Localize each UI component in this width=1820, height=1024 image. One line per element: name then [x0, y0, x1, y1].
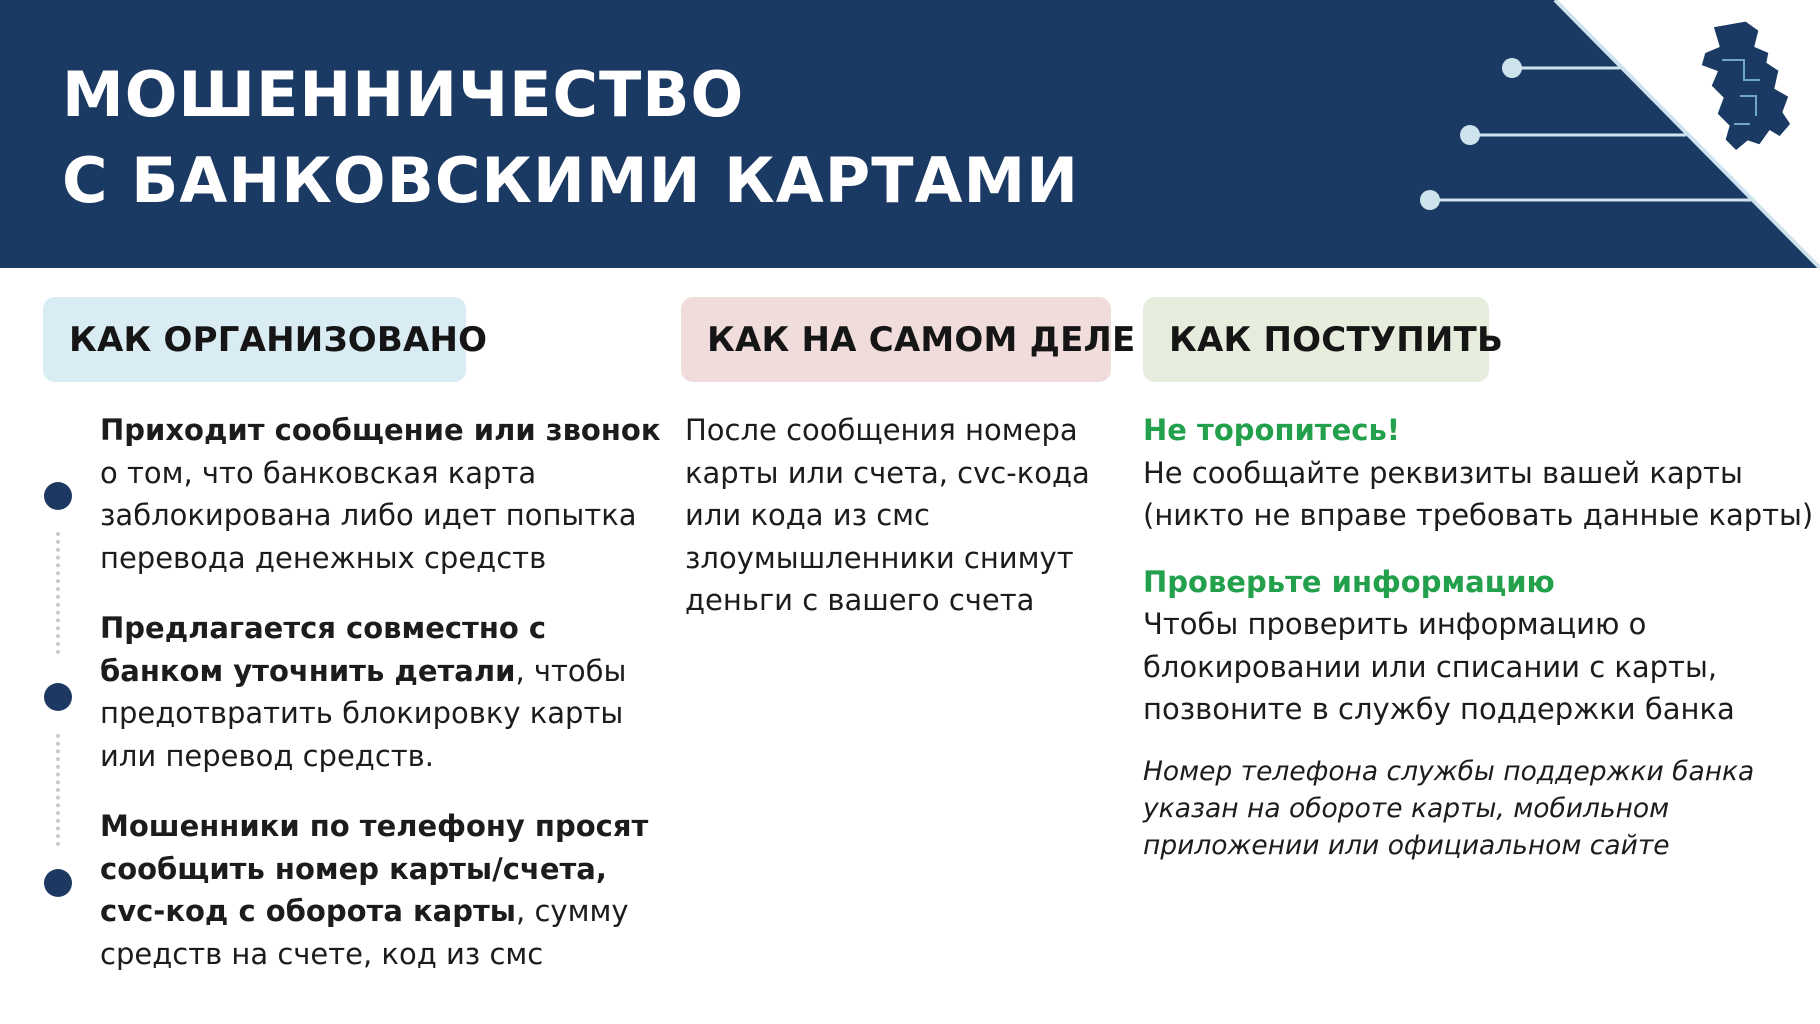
timeline-dot-1: [44, 482, 72, 510]
step-text-bold: Предлагается совместно с: [100, 611, 547, 645]
scheme-step-line: [100, 890, 660, 933]
scheme-step-line: заблокирована либо идет попытка: [100, 498, 637, 532]
timeline-connector-2: [56, 734, 60, 846]
section-pill-how-organized: КАК ОРГАНИЗОВАНО: [43, 297, 466, 382]
tip-line: Не сообщайте реквизиты вашей карты: [1143, 455, 1743, 490]
scheme-step-2: [100, 607, 660, 777]
reality-line: деньги с вашего счета: [685, 583, 1035, 617]
region-map-icon: [1700, 20, 1792, 152]
scheme-step-line: перевода денежных средств: [100, 540, 547, 575]
scheme-step-1: [100, 409, 660, 579]
timeline-dot-3: [44, 869, 72, 897]
timeline-connector-1: [56, 532, 60, 654]
title-line-1: МОШЕННИЧЕСТВО: [62, 58, 745, 131]
page-title: [62, 52, 1079, 224]
tip-line: позвоните в службу поддержки банка: [1143, 692, 1735, 726]
section-pill-reality: КАК НА САМОМ ДЕЛЕ: [681, 297, 1111, 382]
reality-line: карты или счета, cvc-кода: [685, 455, 1090, 490]
scheme-step-line: [100, 650, 660, 693]
tip-line: (никто не вправе требовать данные карты): [1143, 498, 1814, 532]
support-phone-note: [1143, 753, 1803, 864]
note-line: Номер телефона службы поддержки банка: [1143, 755, 1755, 787]
step-text: , сумму: [516, 894, 629, 928]
reality-line: или кода из смс: [685, 498, 930, 532]
step-text: , чтобы: [515, 653, 627, 688]
column-what-to-do: [1143, 409, 1814, 864]
column-how-organized: [100, 409, 660, 975]
scheme-step-line: [100, 848, 660, 891]
scheme-step-line: или перевод средств.: [100, 738, 434, 773]
tip-heading-check-info: Проверьте информацию: [1143, 564, 1555, 599]
tip-heading-dont-hurry: Не торопитесь!: [1143, 413, 1401, 447]
header-banner: [0, 0, 1820, 268]
step-text-bold: Приходит сообщение или звонок: [100, 413, 661, 447]
note-line: приложении или официальном сайте: [1143, 829, 1670, 861]
scheme-step-3: [100, 805, 660, 975]
scheme-step-line: [100, 805, 660, 848]
reality-description: [685, 409, 1105, 622]
note-line: указан на обороте карты, мобильном: [1143, 792, 1670, 824]
column-reality: [685, 409, 1105, 622]
tip-text-check-info: [1143, 603, 1803, 731]
scheme-step-line: [100, 607, 660, 650]
step-text-bold: cvc-код с оборота карты: [100, 894, 517, 928]
step-text-bold: сообщить номер карты/счета,: [100, 851, 607, 886]
tip-line: Чтобы проверить информацию о: [1143, 607, 1647, 641]
tip-text-dont-hurry: [1143, 452, 1814, 537]
reality-line: злоумышленники снимут: [685, 540, 1074, 575]
step-text-bold: банком уточнить детали: [100, 653, 516, 688]
step-text-bold: Мошенники по телефону просят: [100, 809, 649, 843]
timeline-dot-2: [44, 683, 72, 711]
title-line-2: С БАНКОВСКИМИ КАРТАМИ: [62, 144, 1080, 217]
scheme-step-line: [100, 409, 660, 452]
tip-line: блокировании или списании с карты,: [1143, 649, 1718, 684]
scheme-step-line: о том, что банковская карта: [100, 455, 537, 490]
scheme-step-line: предотвратить блокировку карты: [100, 696, 624, 730]
section-pill-what-to-do: КАК ПОСТУПИТЬ: [1143, 297, 1489, 382]
scheme-step-line: средств на счете, код из смс: [100, 936, 544, 971]
reality-line: После сообщения номера: [685, 413, 1078, 447]
